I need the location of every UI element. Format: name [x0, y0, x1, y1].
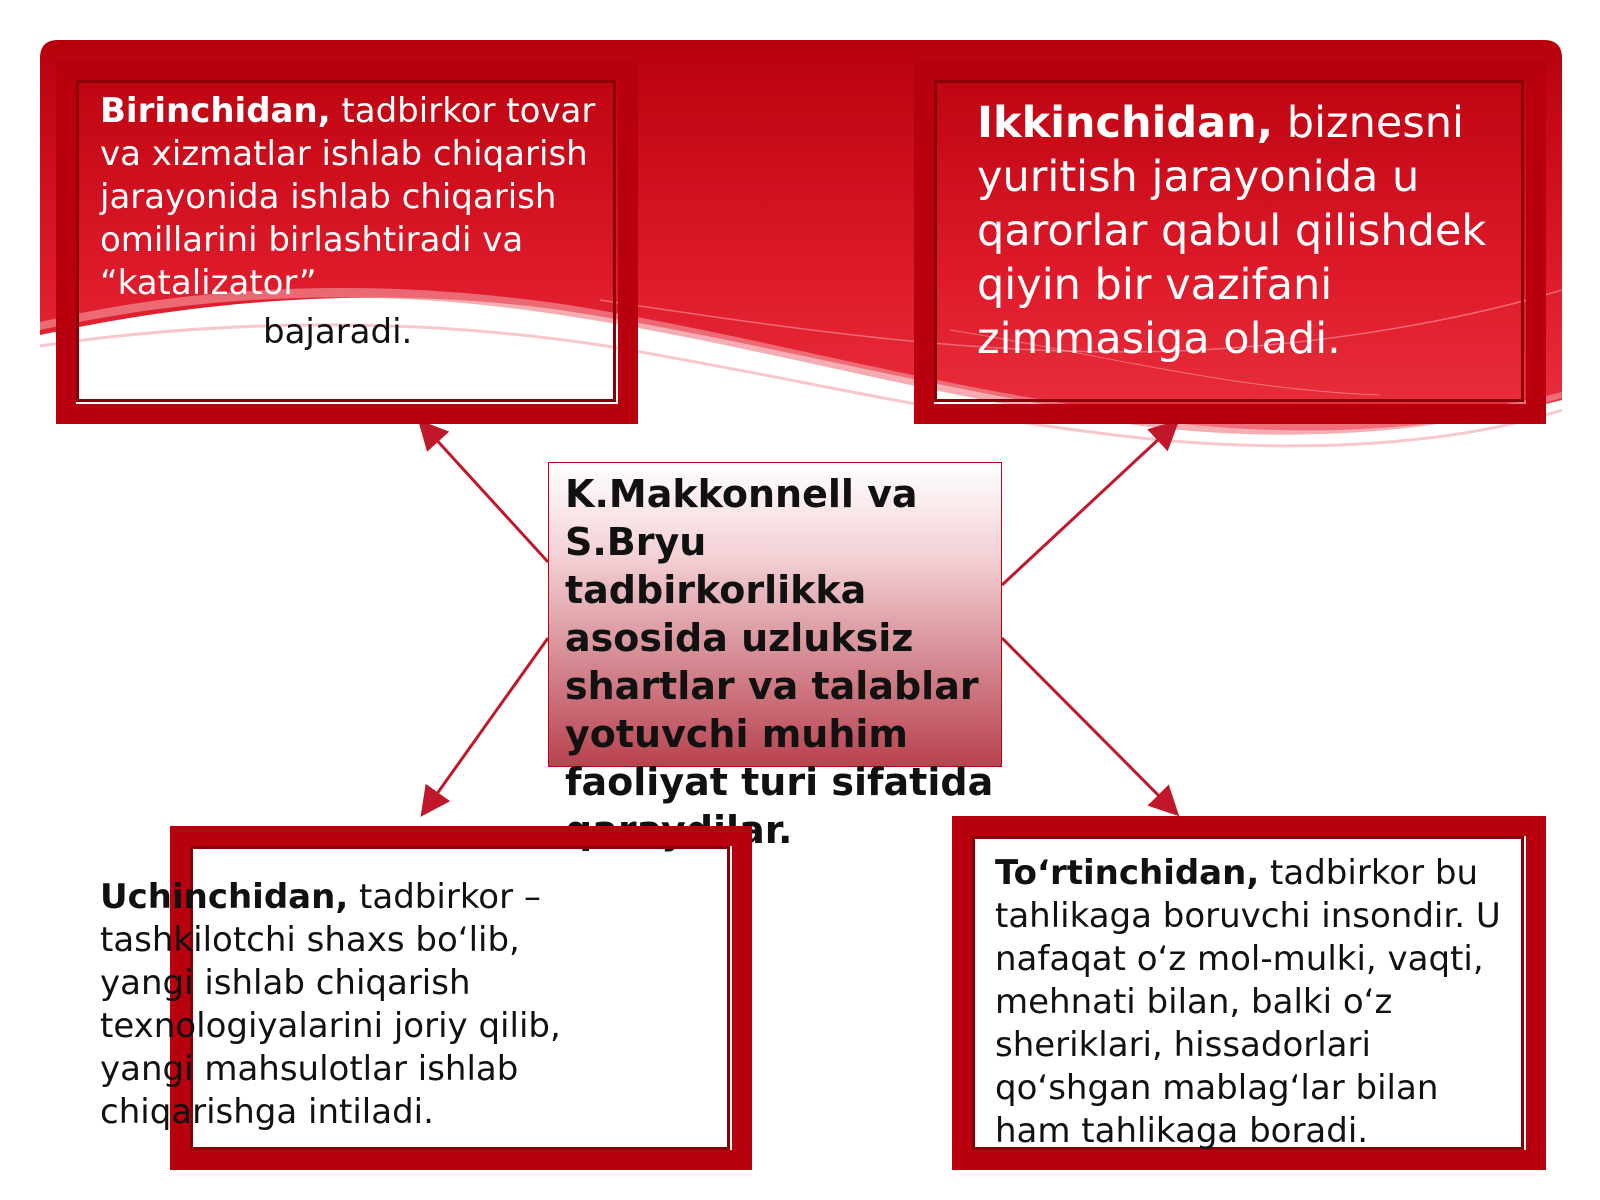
box-fourth-bold: To‘rtinchidan,: [995, 853, 1260, 893]
arrow-to-box3: [424, 638, 548, 812]
box-third-bold: Uchinchidan,: [100, 877, 349, 917]
arrow-to-box2: [1002, 424, 1175, 585]
arrow-to-box4: [1002, 638, 1175, 812]
box-second-text: [977, 96, 1497, 366]
box-third-body: tadbirkor – tashkilotchi shaxs bo‘lib, yangi ishlab chiqarish texnologiyalarini joriy qilib, yangi mahsulotlar ishlab chiqarishga intiladi.: [100, 877, 561, 1132]
box-first-bold: Birinchidan,: [100, 91, 331, 131]
center-text: K.Makkonnell va S.Bryu tadbirkorlikka asosida uzluksiz shartlar va talablar yotuvchi muhim faoliyat turi sifatida qaraydilar.: [565, 472, 994, 852]
box-fourth-body: tadbirkor bu tahlikaga boruvchi insondir. U nafaqat o‘z mol-mulki, vaqti, mehnati bilan, balki o‘z sheriklari, hissadorlari qo‘shgan mablag‘lar bilan ham tahlikaga boradi.: [995, 853, 1501, 1151]
arrow-to-box1: [422, 424, 548, 562]
box-second-bold: Ikkinchidan,: [977, 98, 1274, 148]
box-third-text: [100, 876, 570, 1134]
box-fourth-text: [995, 852, 1515, 1153]
box-second-body: biznesni yuritish jarayonida u qarorlar qabul qilishdek qiyin bir vazifani zimmasiga oladi.: [977, 98, 1487, 364]
box-first-text: [100, 90, 600, 305]
box-first-body: tadbirkor tovar va xizmatlar ishlab chiqarish jarayonida ishlab chiqarish omillarini birlashtiradi va “katalizator”: [100, 91, 596, 303]
box-first-tail: bajaradi.: [263, 312, 413, 352]
